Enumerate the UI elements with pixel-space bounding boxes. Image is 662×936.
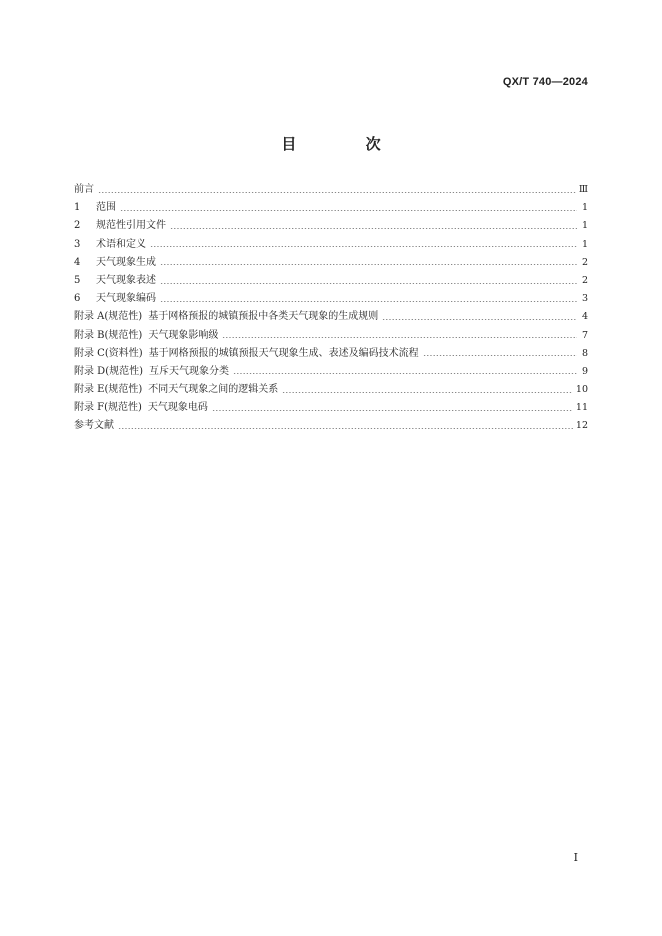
toc-item-label: 参考文献 — [74, 420, 114, 432]
toc-item-number: 3 — [74, 238, 81, 250]
toc-item-label: 范围 — [96, 202, 116, 214]
toc-item-label: 基于网格预报的城镇预报中各类天气现象的生成规则 — [148, 311, 379, 323]
toc-item-page: 1 — [581, 220, 588, 232]
toc-leader-dots — [212, 410, 573, 411]
toc-item-page: 2 — [581, 256, 588, 268]
toc-item-page: 1 — [581, 202, 588, 214]
toc-item[interactable] — [74, 308, 588, 326]
toc-leader-dots — [233, 373, 577, 374]
toc-item[interactable] — [74, 327, 588, 345]
toc-item[interactable] — [74, 236, 588, 254]
toc-item-text — [74, 254, 156, 272]
toc-leader-dots — [382, 319, 577, 320]
toc-item[interactable] — [74, 363, 588, 381]
toc-item-label: 不同天气现象之间的逻辑关系 — [148, 384, 279, 396]
toc-list — [74, 181, 588, 436]
toc-item-text — [74, 308, 378, 326]
standard-code: QX/T 740—2024 — [502, 76, 588, 88]
toc-item-text — [74, 327, 218, 345]
toc-item-label: 基于网格预报的城镇预报天气现象生成、表述及编码技术流程 — [148, 347, 419, 359]
toc-item-page: 2 — [581, 274, 588, 286]
toc-item-page: 8 — [581, 347, 588, 359]
toc-item-page: 1 — [581, 238, 588, 250]
toc-leader-dots — [118, 428, 573, 429]
toc-item[interactable] — [74, 399, 588, 417]
toc-item-page: 7 — [581, 329, 588, 341]
toc-item[interactable] — [74, 181, 588, 199]
toc-item-text — [74, 236, 146, 254]
toc-item-number: 5 — [74, 274, 81, 286]
toc-leader-dots — [160, 283, 577, 284]
toc-leader-dots — [150, 246, 577, 247]
toc-item-text — [74, 381, 278, 399]
toc-leader-dots — [282, 392, 573, 393]
toc-item-number: 附录 D(规范性) — [74, 365, 143, 377]
toc-title: 目 次 — [281, 135, 413, 153]
toc-item[interactable] — [74, 217, 588, 235]
toc-item-page: 9 — [581, 365, 588, 377]
toc-item-page: 10 — [575, 384, 588, 396]
toc-item[interactable] — [74, 199, 588, 217]
toc-item-number: 1 — [74, 202, 81, 214]
toc-item-label: 天气现象生成 — [96, 256, 156, 268]
toc-item-label: 前言 — [74, 184, 94, 195]
toc-item-page: 12 — [575, 420, 588, 432]
toc-item-number: 6 — [74, 293, 81, 305]
toc-leader-dots — [120, 210, 577, 211]
toc-item-page: Ⅲ — [578, 184, 588, 195]
toc-item-text — [74, 290, 156, 308]
toc-item-number: 附录 C(资料性) — [74, 347, 143, 359]
toc-item-number: 附录 F(规范性) — [74, 402, 142, 414]
toc-item-text — [74, 217, 166, 235]
toc-item[interactable] — [74, 290, 588, 308]
toc-item[interactable] — [74, 254, 588, 272]
toc-item-number: 附录 B(规范性) — [74, 329, 143, 341]
toc-item-label: 天气现象编码 — [96, 293, 156, 305]
toc-item[interactable] — [74, 345, 588, 363]
toc-leader-dots — [222, 337, 577, 338]
toc-leader-dots — [170, 228, 577, 229]
page-number: I — [573, 851, 578, 864]
toc-item-label: 天气现象影响级 — [148, 329, 219, 341]
toc-item-text — [74, 363, 229, 381]
toc-item-label: 天气现象电码 — [147, 402, 208, 414]
toc-item-label: 术语和定义 — [96, 238, 146, 250]
toc-item-text — [74, 345, 419, 363]
toc-item-page: 11 — [575, 402, 588, 414]
toc-item-text — [74, 199, 116, 217]
toc-item-label: 互斥天气现象分类 — [149, 365, 229, 377]
toc-leader-dots — [160, 264, 577, 265]
toc-item-label: 规范性引用文件 — [96, 220, 166, 232]
toc-item-number: 附录 E(规范性) — [74, 384, 143, 396]
toc-item-label: 天气现象表述 — [96, 274, 156, 286]
toc-leader-dots — [98, 192, 576, 193]
toc-leader-dots — [423, 355, 577, 356]
toc-item-number: 4 — [74, 256, 81, 268]
toc-item-text — [74, 399, 208, 417]
toc-item[interactable] — [74, 272, 588, 290]
toc-item-number: 附录 A(规范性) — [74, 311, 143, 323]
toc-item[interactable] — [74, 417, 588, 435]
toc-item-page: 4 — [581, 311, 588, 323]
toc-leader-dots — [160, 301, 577, 302]
toc-item-number: 2 — [74, 220, 81, 232]
toc-item-page: 3 — [581, 293, 588, 305]
toc-item-text — [74, 272, 156, 290]
toc-item[interactable] — [74, 381, 588, 399]
